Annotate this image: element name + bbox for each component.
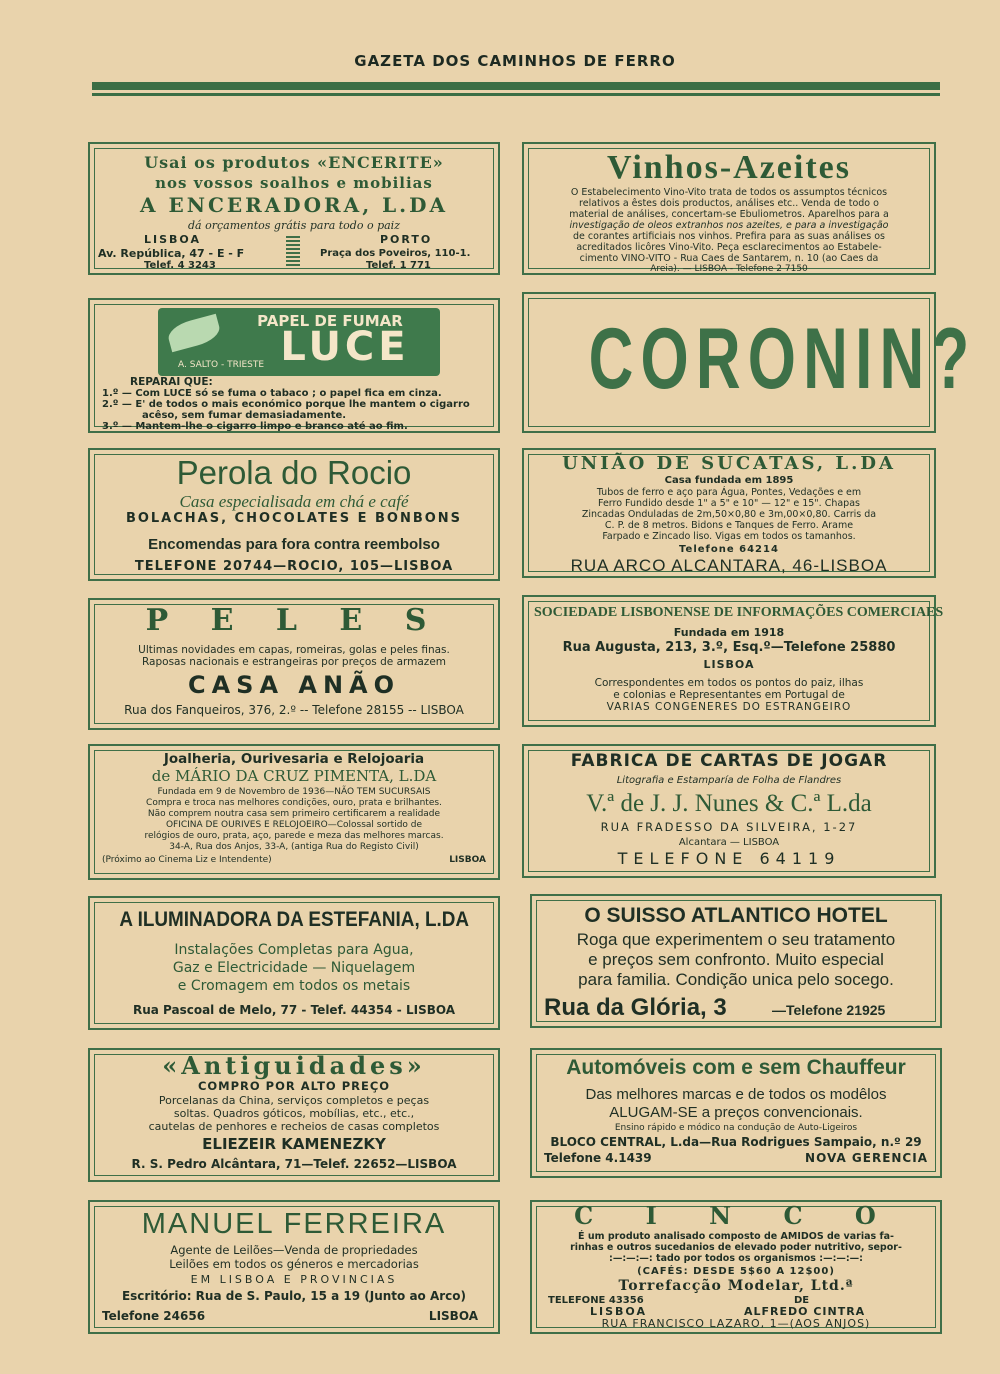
ad-line: ELIEZEIR KAMENEZKY: [202, 1135, 386, 1153]
ad-line: Areia). — LISBOA - Telefone 2 7150: [650, 264, 808, 274]
ad-line: cautelas de penhores e recheios de casas completos: [148, 1120, 440, 1133]
ad-suisso-atlantico: [530, 894, 942, 1028]
ad-line: Ensino rápido e módico na condução de Auto-Ligeiros: [614, 1123, 858, 1133]
ad-sociedade-lisbonense: [522, 595, 944, 727]
ad-line: :—:—:—: tado por todos os organismos :—:—:—:: [609, 1253, 863, 1264]
ad-line: Farpado e Zincado liso. Vigas em todos os tamanhos.: [602, 531, 856, 542]
ad-line: Ultimas novidades em capas, romeiras, golas e peles finas.: [138, 644, 450, 656]
ad-fabrica-de-cartas: [522, 744, 936, 878]
ad-line: C. P. de 8 metros. Bidons e Tanques de Ferro. Arame: [604, 520, 854, 531]
ad-line: TELEFONE 64119: [617, 849, 841, 868]
ad-line: cimento VINO-VITO - Rua Caes de Santarem, n. 10 (ao Caes da: [579, 253, 879, 264]
ad-title: C I N C O: [574, 1201, 898, 1230]
ad-line: BOLACHAS, CHOCOLATES E BONBONS: [125, 511, 463, 526]
ad-line: COMPRO POR ALTO PREÇO: [197, 1079, 391, 1093]
ad-line: O Estabelecimento Vino-Vito trata de todos os assumptos técnicos: [570, 187, 888, 198]
ad-line: Zincadas Onduladas de 2m,50×0,80 e 3m,00×0,80. Carris da: [581, 509, 877, 520]
ad-line: Fundada em 9 de Novembro de 1936—NÃO TEM SUCURSAIS: [157, 787, 431, 797]
ad-line: BLOCO CENTRAL, L.da—Rua Rodrigues Sampaio, n.º 29: [550, 1135, 922, 1149]
ad-line: e preços sem confronto. Muito especial: [588, 950, 884, 969]
ad-line: —Telefone 21925: [772, 1002, 886, 1018]
ad-line: rinhas e outros sucedanios de elevado poder nutritivo, sepor-: [570, 1242, 902, 1253]
ad-line: RUA FRADESSO DA SILVEIRA, 1-27: [600, 820, 858, 834]
ad-line: LISBOA: [449, 855, 486, 865]
ad-line: 2.º — E' de todos o mais económico porque lhe mantem o cigarro: [102, 399, 470, 410]
ad-line: Agente de Leilões—Venda de propriedades: [170, 1243, 418, 1257]
ad-title: A ILUMINADORA DA ESTEFANIA, L.DA: [119, 908, 470, 931]
ad-line: de MÁRIO DA CRUZ PIMENTA, L.DA: [151, 767, 437, 785]
luce-logo-sub: A. SALTO - TRIESTE: [178, 360, 265, 370]
ad-line: investigação de oleos extranhos nos azeites, e para a investigação: [569, 220, 889, 231]
ad-line: Compra e troca nas melhores condições, ouro, prata e brilhantes.: [146, 798, 442, 808]
ad-line: Rua dos Fanqueiros, 376, 2.º -- Telefone 28155 -- LISBOA: [124, 703, 464, 717]
ad-line: (Próximo ao Cinema Liz e Intendente): [102, 855, 272, 865]
ad-uniao-de-sucatas: [522, 448, 936, 578]
ad-title: P E L E S: [145, 603, 443, 638]
ad-line: e Cromagem em todos os metais: [177, 978, 411, 994]
ad-line: relativos a êstes dois productos, análises etc.. Venda de todo o: [579, 198, 879, 209]
luce-logo-main: LUCE: [280, 324, 410, 370]
ad-title: SOCIEDADE LISBONENSE DE INFORMAÇÕES COMERCIAES: [534, 605, 944, 620]
ad-line: Roga que experimentem o seu tratamento: [576, 930, 896, 949]
ad-line: OFICINA DE OURIVES E RELOJOEIRO—Colossal sortido de: [165, 820, 423, 830]
ad-automoveis: [530, 1048, 942, 1178]
ad-line: dá orçamentos grátis para todo o paiz: [188, 219, 400, 232]
ad-antiguidades: [88, 1048, 500, 1182]
ad-line: Av. República, 47 - E - F: [98, 247, 245, 260]
ad-line: Usai os produtos «ENCERITE»: [144, 153, 444, 172]
ad-line: para familia. Condição unica pelo socego.: [578, 970, 894, 989]
ad-line: Leilões em todos os géneros e mercadorias: [169, 1257, 419, 1271]
ad-line: Alcantara — LISBOA: [678, 837, 780, 848]
ad-title: Perola do Rocio: [176, 454, 412, 491]
ad-city: PORTO: [380, 233, 433, 246]
ad-title: CASA ANÃO: [187, 671, 401, 699]
ad-line: ALUGAM-SE a preços convencionais.: [609, 1104, 863, 1121]
ad-line: e colonias e Representantes em Portugal de: [613, 689, 845, 701]
ad-line: TELEFONE 43356: [548, 1295, 644, 1306]
ad-iluminadora: [88, 896, 500, 1030]
ad-line: Escritório: Rua de S. Paulo, 15 a 19 (Junto ao Arco): [121, 1289, 467, 1303]
ad-line: relógios de ouro, prata, aço, parede e meza das melhores marcas.: [144, 831, 444, 841]
ad-line: VARIAS CONGENERES DO ESTRANGEIRO: [606, 701, 852, 713]
divider-mark: [286, 236, 300, 268]
ad-line: acêso, sem fumar demasiadamente.: [142, 410, 347, 421]
page-header: GAZETA DOS CAMINHOS DE FERRO: [354, 52, 676, 70]
ad-line: LISBOA: [428, 1309, 478, 1323]
ad-line: Casa fundada em 1895: [664, 475, 794, 486]
ad-title: «Antiguidades»: [162, 1051, 426, 1080]
ad-line: de corantes artificiais nos vinhos. Prefira para as suas análises os: [573, 231, 885, 242]
ad-line: Ferro Fundido desde 1" a 5" e 10" — 12" e 15". Chapas: [598, 498, 860, 509]
ad-title: Automóveis com e sem Chauffeur: [566, 1056, 906, 1079]
ad-line: Litografia e Estamparía de Folha de Flandres: [616, 775, 842, 786]
luce-logo: [158, 308, 440, 376]
ad-line: 34-A, Rua dos Anjos, 33-A, (antiga Rua do Registo Civil): [169, 842, 419, 852]
ad-line: Correspondentes em todos os pontos do paiz, ilhas: [594, 677, 864, 689]
ad-line: R. S. Pedro Alcântara, 71—Telef. 22652—LISBOA: [131, 1157, 457, 1171]
ad-line: Telef. 4 3243: [144, 260, 216, 271]
ad-line: NOVA GERENCIA: [805, 1151, 928, 1165]
ad-line: 3.º — Mantem-lhe o cigarro limpo e branco até ao fim.: [102, 421, 408, 432]
ad-line: Rua Pascoal de Melo, 77 - Telef. 44354 - LISBOA: [132, 1003, 456, 1017]
ad-luce: [88, 298, 500, 433]
ad-line: V.ª de J. J. Nunes & C.ª L.da: [586, 790, 872, 817]
ad-title: FABRICA DE CARTAS DE JOGAR: [570, 751, 888, 771]
ad-line: 1.º — Com LUCE só se fuma o tabaco ; o papel fica em cinza.: [102, 388, 442, 399]
ad-title: A ENCERADORA, L.DA: [139, 193, 449, 217]
ad-line: Torrefacção Modelar, Ltd.ª: [618, 1278, 854, 1294]
ad-line: acreditados licôres Vino-Vito. Peça esclarecimentos ao Estabele-: [576, 242, 882, 253]
ad-line: RUA FRANCISCO LAZARO, 1—(AOS ANJOS): [601, 1317, 871, 1330]
ad-perola-do-rocio: [88, 448, 500, 581]
ad-title: UNIÃO DE SUCATAS, L.DA: [562, 453, 896, 474]
ad-joalheria: [88, 744, 500, 880]
ad-title: CORONIN?: [588, 311, 977, 407]
ad-line: Fundada em 1918: [673, 626, 785, 639]
ad-line: Instalações Completas para Agua,: [174, 942, 414, 958]
ad-title: Joalheria, Ourivesaria e Relojoaria: [163, 751, 425, 767]
ad-line: EM LISBOA E PROVINCIAS: [190, 1273, 398, 1286]
ad-line: Tubos de ferro e aço para Água, Pontes, Vedações e em: [596, 487, 862, 498]
ad-line: soltas. Quadros góticos, mobílias, etc., etc.,: [173, 1107, 415, 1120]
ad-encerite: [88, 142, 500, 275]
ad-title: MANUEL FERREIRA: [141, 1208, 447, 1240]
ad-line: Casa especialisada em chá e café: [179, 492, 409, 511]
header-rule: [92, 82, 940, 90]
ad-line: Porcelanas da China, serviços completos e peças: [158, 1094, 430, 1107]
luce-leaf-icon: [166, 314, 223, 353]
ad-line: Raposas nacionais e estrangeiras por preços de armazem: [141, 656, 447, 668]
ad-line: DE: [794, 1295, 810, 1306]
ad-line: nos vossos soalhos e mobilias: [155, 174, 433, 192]
ad-line: Telefone 64214: [679, 544, 779, 555]
ad-line: Não comprem noutra casa sem primeiro certificarem a realidade: [147, 809, 441, 819]
ad-line: RUA ARCO ALCANTARA, 46-LISBOA: [570, 556, 888, 575]
ad-line: (CAFÉS: DESDE 5$60 A 12$00): [637, 1266, 835, 1277]
ad-line: material de análises, concertam-se Ebuliometros. Aparelhos para a: [569, 209, 889, 220]
header-rule-thin: [92, 93, 940, 96]
ad-manuel-ferreira: [88, 1200, 500, 1334]
ad-line: ALFREDO CINTRA: [744, 1305, 866, 1318]
ad-coronin: [522, 292, 977, 433]
ad-line: LISBOA: [703, 658, 755, 671]
luce-logo-top: PAPEL DE FUMAR: [257, 312, 403, 330]
ad-line: Telefone 4.1439: [544, 1151, 652, 1165]
ad-line: Rua da Glória, 3: [544, 994, 727, 1021]
ad-title: O SUISSO ATLANTICO HOTEL: [584, 904, 888, 927]
ad-line: Rua Augusta, 213, 3.º, Esq.º—Telefone 25880: [562, 640, 896, 655]
ad-city: LISBOA: [144, 233, 201, 246]
ad-peles: [88, 598, 500, 730]
ad-line: Das melhores marcas e de todos os modêlos: [585, 1086, 887, 1103]
ad-vinhos-azeites: [522, 142, 936, 275]
ad-title: Vinhos-Azeites: [607, 149, 851, 186]
ad-line: TELEFONE 20744—ROCIO, 105—LISBOA: [134, 559, 454, 574]
ad-cinco: [530, 1200, 942, 1334]
ad-line: LISBOA: [590, 1305, 647, 1318]
ad-line: Praça dos Poveiros, 110-1.: [320, 248, 471, 259]
ad-line: É um produto analisado composto de AMIDOS de varias fa-: [578, 1231, 894, 1242]
ad-line: Gaz e Electricidade — Niquelagem: [172, 960, 416, 976]
ad-line: Encomendas para fora contra reembolso: [148, 536, 440, 553]
ad-line: Telefone 24656: [102, 1309, 206, 1323]
ad-line: Telef. 1 771: [366, 260, 431, 271]
ad-line: REPARAI QUE:: [130, 376, 213, 388]
